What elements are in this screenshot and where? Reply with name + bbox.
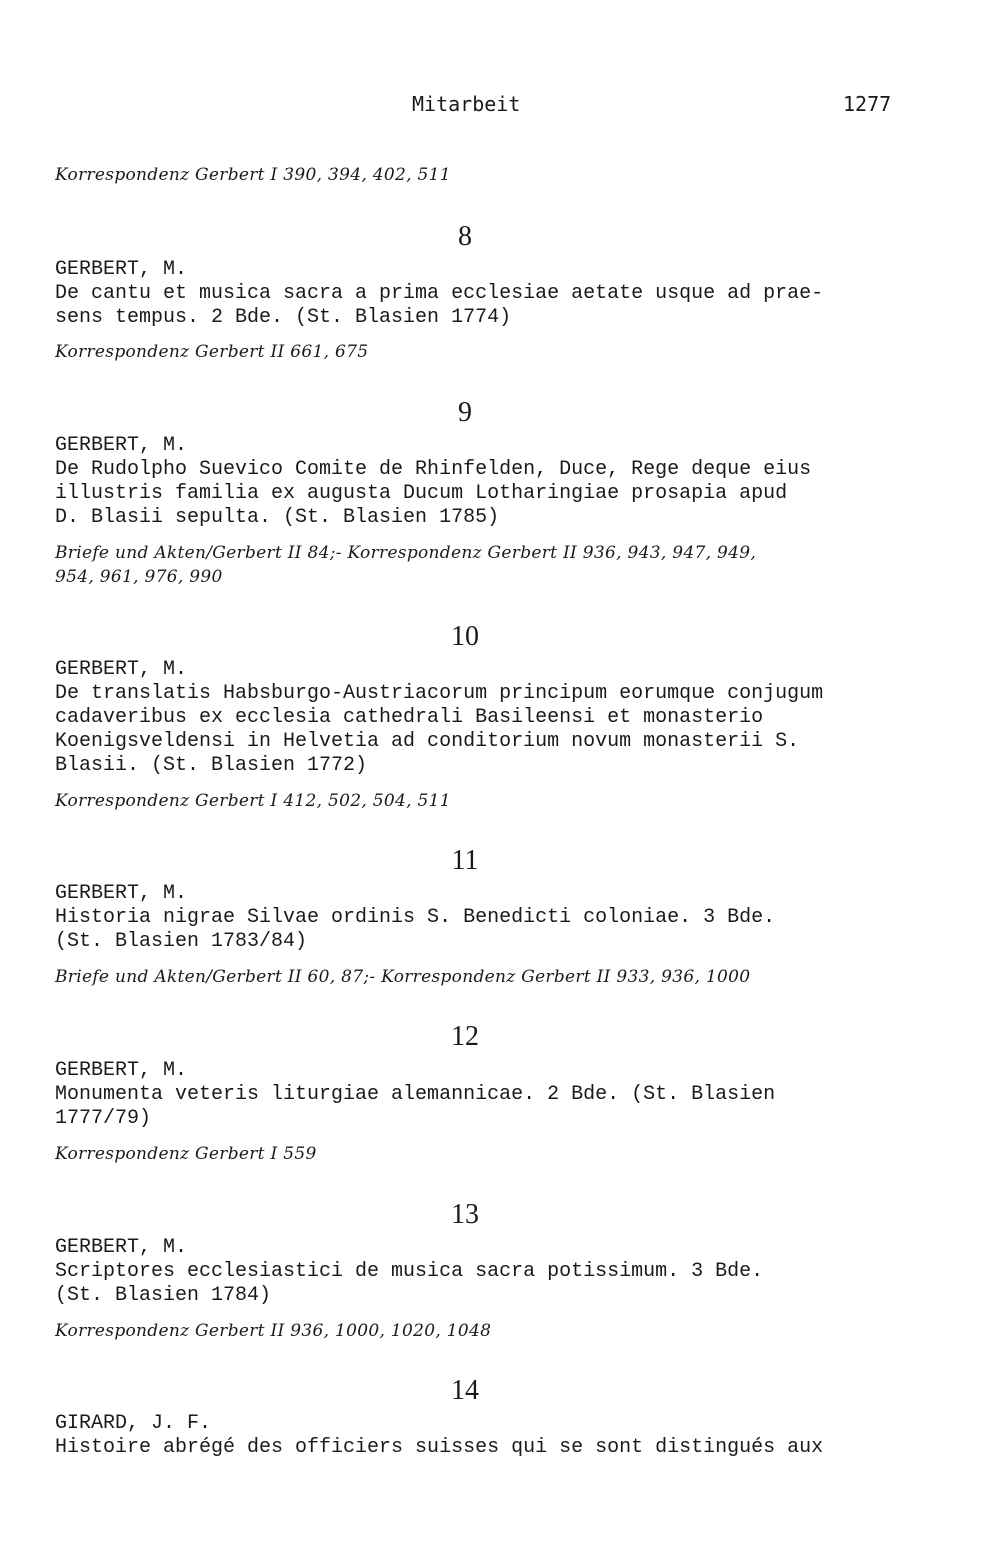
entry-title-line: Histoire abrégé des officiers suisses qui se sont distingués aux bbox=[55, 1436, 824, 1459]
entry-body bbox=[55, 1059, 935, 1131]
reference-line: Korrespondenz Gerbert II 661, 675 bbox=[55, 342, 369, 362]
entry-reference bbox=[55, 541, 935, 589]
entry-author: GERBERT, M. bbox=[55, 434, 188, 457]
reference-line: Korrespondenz Gerbert I 559 bbox=[55, 1144, 317, 1164]
entry-number: 12 bbox=[451, 1021, 479, 1052]
entry-author: GERBERT, M. bbox=[55, 1059, 188, 1082]
entry-title-line: Monumenta veteris liturgiae alemannicae. 2 Bde. (St. Blasien bbox=[55, 1083, 776, 1106]
entry-title-line: Blasii. (St. Blasien 1772) bbox=[55, 754, 368, 777]
reference-line: Korrespondenz Gerbert II 936, 1000, 1020, 1048 bbox=[55, 1321, 492, 1341]
entry-body bbox=[55, 1412, 935, 1460]
reference-line: Korrespondenz Gerbert I 390, 394, 402, 511 bbox=[55, 165, 451, 185]
entry-number: 13 bbox=[451, 1199, 479, 1230]
entry-reference bbox=[55, 965, 935, 989]
intro-reference bbox=[55, 163, 935, 187]
page-number: 1277 bbox=[843, 92, 892, 116]
entry-title-line: sens tempus. 2 Bde. (St. Blasien 1774) bbox=[55, 306, 512, 329]
entry-body bbox=[55, 1236, 935, 1308]
entry-title-line: (St. Blasien 1783/84) bbox=[55, 930, 308, 953]
entry-number: 14 bbox=[451, 1375, 479, 1406]
entry-author: GERBERT, M. bbox=[55, 258, 188, 281]
entry-body bbox=[55, 658, 935, 778]
reference-line: 954, 961, 976, 990 bbox=[55, 567, 223, 587]
entry-reference bbox=[55, 1319, 935, 1343]
entry-title-line: D. Blasii sepulta. (St. Blasien 1785) bbox=[55, 506, 500, 529]
entry-reference bbox=[55, 340, 935, 364]
entry-number: 11 bbox=[451, 845, 479, 876]
entry-title-line: Koenigsveldensi in Helvetia ad conditorium novum monasterii S. bbox=[55, 730, 800, 753]
entry-reference bbox=[55, 789, 935, 813]
entry-title-line: illustris familia ex augusta Ducum Lotharingiae prosapia apud bbox=[55, 482, 788, 505]
entry-number: 8 bbox=[458, 221, 472, 252]
entry-title-line: De cantu et musica sacra a prima ecclesiae aetate usque ad prae- bbox=[55, 282, 824, 305]
entry-title-line: Historia nigrae Silvae ordinis S. Benedicti coloniae. 3 Bde. bbox=[55, 906, 776, 929]
reference-line: Briefe und Akten/Gerbert II 60, 87;- Korrespondenz Gerbert II 933, 936, 1000 bbox=[55, 967, 751, 987]
reference-line: Briefe und Akten/Gerbert II 84;- Korrespondenz Gerbert II 936, 943, 947, 949, bbox=[55, 543, 757, 563]
entry-title-line: Scriptores ecclesiastici de musica sacra potissimum. 3 Bde. bbox=[55, 1260, 764, 1283]
entry-title-line: cadaveribus ex ecclesia cathedrali Basileensi et monasterio bbox=[55, 706, 764, 729]
entry-number: 9 bbox=[458, 397, 472, 428]
entry-author: GERBERT, M. bbox=[55, 882, 188, 905]
running-header: Mitarbeit bbox=[412, 92, 521, 116]
entry-reference bbox=[55, 1142, 935, 1166]
entry-title-line: De translatis Habsburgo-Austriacorum principum eorumque conjugum bbox=[55, 682, 824, 705]
entry-body bbox=[55, 882, 935, 954]
entry-title-line: 1777/79) bbox=[55, 1107, 152, 1130]
entry-author: GIRARD, J. F. bbox=[55, 1412, 212, 1435]
entry-author: GERBERT, M. bbox=[55, 1236, 188, 1259]
entry-number: 10 bbox=[451, 621, 479, 652]
entry-body bbox=[55, 258, 935, 330]
entry-author: GERBERT, M. bbox=[55, 658, 188, 681]
reference-line: Korrespondenz Gerbert I 412, 502, 504, 511 bbox=[55, 791, 451, 811]
entry-title-line: (St. Blasien 1784) bbox=[55, 1284, 272, 1307]
entry-body bbox=[55, 434, 935, 530]
entry-title-line: De Rudolpho Suevico Comite de Rhinfelden, Duce, Rege deque eius bbox=[55, 458, 812, 481]
